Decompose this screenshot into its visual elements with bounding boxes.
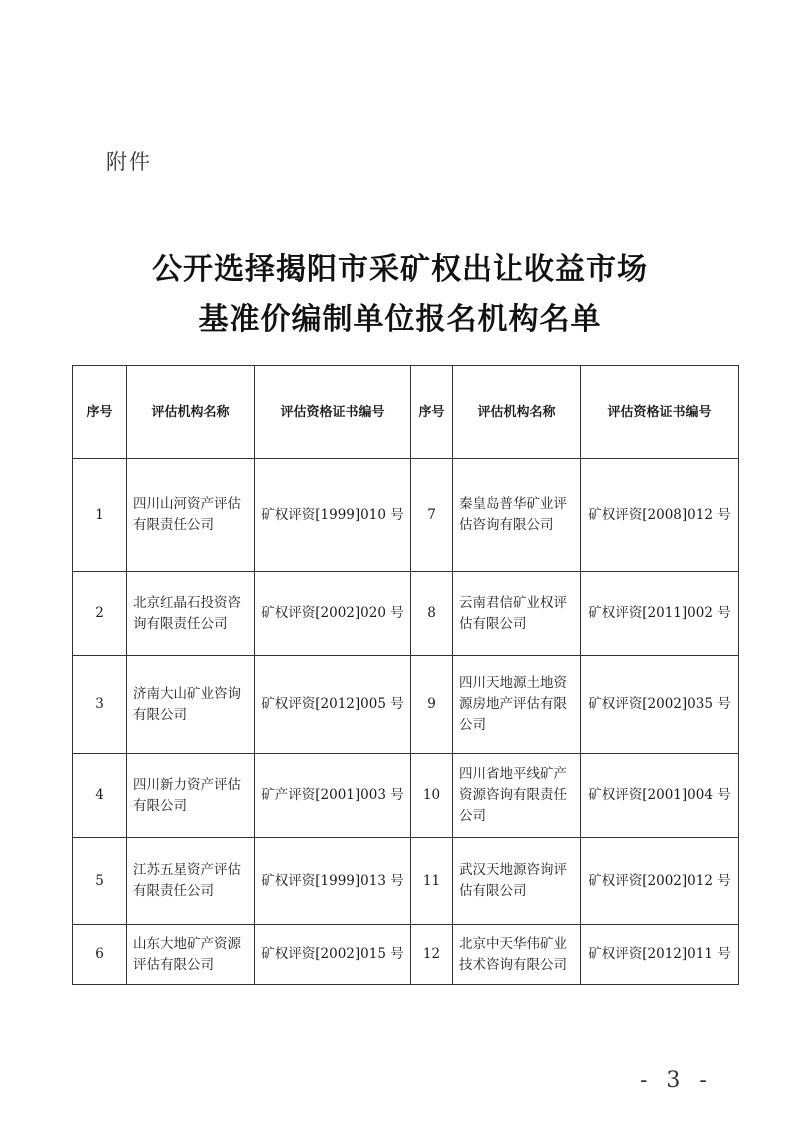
org-name <box>453 925 581 985</box>
org-name-text: 济南大山矿业咨询有限公司 <box>133 685 241 723</box>
cert-number: 矿权评资[2012]011 号 <box>581 925 739 985</box>
table-row <box>73 754 739 838</box>
org-name <box>127 459 255 572</box>
org-name-text: 北京红晶石投资咨询有限责任公司 <box>133 594 241 632</box>
row-index: 6 <box>73 925 127 985</box>
org-name <box>127 838 255 925</box>
cert-number: 矿权评资[2002]012 号 <box>581 838 739 925</box>
table-row <box>73 838 739 925</box>
row-index: 2 <box>73 572 127 656</box>
table-row <box>73 925 739 985</box>
org-name-text: 四川天地源土地资源房地产评估有限公司 <box>459 675 567 733</box>
org-name <box>453 754 581 838</box>
header-cert-right: 评估资格证书编号 <box>581 366 739 459</box>
title-line-2: 基准价编制单位报名机构名单 <box>198 302 602 337</box>
cert-number: 矿权评资[2011]002 号 <box>581 572 739 656</box>
org-name <box>453 656 581 754</box>
org-name-text: 四川省地平线矿产资源咨询有限责任公司 <box>459 766 567 824</box>
row-index: 10 <box>411 754 453 838</box>
cert-number: 矿权评资[2001]004 号 <box>581 754 739 838</box>
org-name-text: 北京中天华伟矿业技术咨询有限公司 <box>459 935 567 973</box>
row-index: 8 <box>411 572 453 656</box>
cert-number: 矿权评资[2002]015 号 <box>255 925 411 985</box>
row-index: 7 <box>411 459 453 572</box>
cert-number: 矿权评资[2012]005 号 <box>255 656 411 754</box>
org-name-text: 四川新力资产评估有限公司 <box>133 776 241 814</box>
row-index: 11 <box>411 838 453 925</box>
header-index-left: 序号 <box>73 366 127 459</box>
org-name <box>127 754 255 838</box>
cert-number: 矿权评资[1999]010 号 <box>255 459 411 572</box>
org-name-text: 四川山河资产评估有限责任公司 <box>133 496 241 533</box>
row-index: 1 <box>73 459 127 572</box>
cert-number: 矿权评资[1999]013 号 <box>255 838 411 925</box>
row-index: 4 <box>73 754 127 838</box>
row-index: 5 <box>73 838 127 925</box>
org-name <box>453 838 581 925</box>
header-index-right: 序号 <box>411 366 453 459</box>
row-index: 12 <box>411 925 453 985</box>
table-row <box>73 459 739 572</box>
row-index: 9 <box>411 656 453 754</box>
org-name-text: 江苏五星资产评估有限责任公司 <box>133 862 241 899</box>
org-name-text: 云南君信矿业权评估有限公司 <box>459 594 567 632</box>
org-name <box>127 925 255 985</box>
org-name <box>127 572 255 656</box>
header-org-right: 评估机构名称 <box>453 366 581 459</box>
title-line-1: 公开选择揭阳市采矿权出让收益市场 <box>152 252 648 287</box>
table-header-row <box>73 366 739 459</box>
cert-number: 矿产评资[2001]003 号 <box>255 754 411 838</box>
row-index: 3 <box>73 656 127 754</box>
org-name-text: 秦皇岛普华矿业评估咨询有限公司 <box>459 496 567 533</box>
cert-number: 矿权评资[2002]035 号 <box>581 656 739 754</box>
table-row <box>73 572 739 656</box>
table-row <box>73 656 739 754</box>
cert-number: 矿权评资[2002]020 号 <box>255 572 411 656</box>
cert-number: 矿权评资[2008]012 号 <box>581 459 739 572</box>
attachment-label: 附件 <box>106 150 152 174</box>
header-org-left: 评估机构名称 <box>127 366 255 459</box>
org-name <box>453 572 581 656</box>
org-name <box>453 459 581 572</box>
org-name-text: 武汉天地源咨询评估有限公司 <box>459 862 567 899</box>
registration-table <box>72 365 739 985</box>
org-name-text: 山东大地矿产资源评估有限公司 <box>133 935 241 973</box>
page-number: - 3 - <box>640 1068 713 1093</box>
org-name <box>127 656 255 754</box>
header-cert-left: 评估资格证书编号 <box>255 366 411 459</box>
